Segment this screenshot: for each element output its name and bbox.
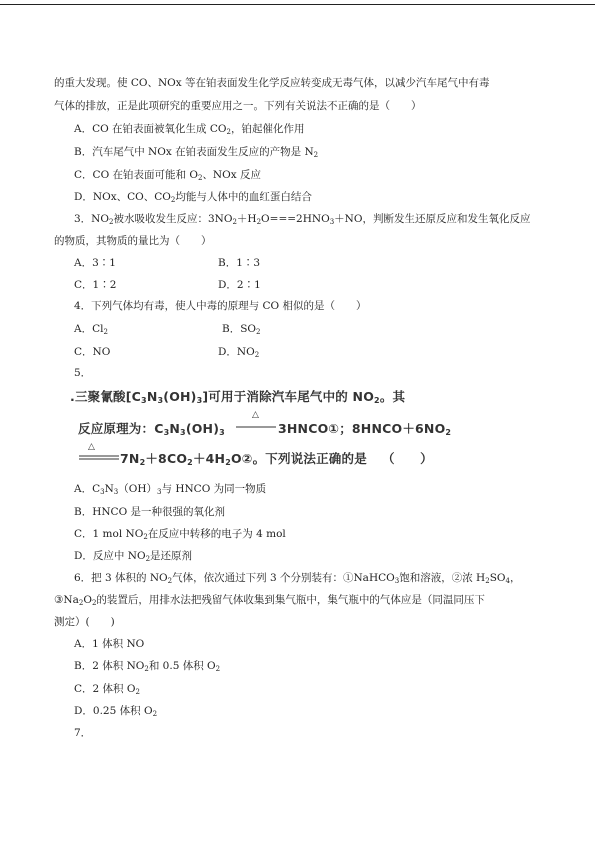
q2-stem-line1: 的重大发现。使 CO、NOx 等在铂表面发生化学反应转变成无毒气体，以减少汽车尾气中有毒 — [54, 77, 490, 89]
q6-stem-line1: 6．把 3 体积的 $NO_2$气体，依次通过下列 3 个分别装有：①NaHCO$_3$饱和溶液，②浓 $H_2SO_4$， — [74, 572, 521, 585]
q5-scanned-line2b: 3HNCO①；$8HNCO+6NO_2$ — [278, 421, 452, 437]
q6-option-d: D．0.25 体积 $O_2$ — [74, 705, 158, 718]
q2-option-b: B．汽车尾气中 NOx 在铂表面发生反应的产物是 $N_2$ — [74, 146, 319, 159]
q6-option-a: A．1 体积 NO — [74, 638, 145, 650]
q6-option-b: B．2 体积 $NO_2$和 0.5 体积 $O_2$ — [74, 660, 221, 673]
q3-option-a: A．3∶1 — [74, 257, 116, 269]
q3-option-b: B．1∶3 — [218, 257, 261, 269]
q2-option-a: A．CO 在铂表面被氧化生成 $CO_2$，铂起催化作用 — [74, 123, 305, 136]
q4-option-c: C．NO — [74, 346, 111, 358]
q4-option-b: B．$SO_2$ — [222, 323, 261, 336]
q4-option-a: A．$Cl_2$ — [74, 323, 108, 336]
q5-option-c: C．1 mol $NO_2$在反应中转移的电子为 4 mol — [74, 528, 286, 541]
q2-stem-line2: 气体的排放，正是此项研究的重要应用之一。下列有关说法不正确的是（ ） — [54, 100, 422, 112]
q3-stem-line2: 的物质，其物质的量比为（ ） — [54, 235, 212, 247]
q5-scanned-line3: $7N_2+8CO_2+4H_2O②$。下列说法正确的是 — [120, 451, 367, 467]
q5-scanned-answer-paren: （ ） — [382, 451, 433, 466]
q4-option-d: D．$NO_2$ — [218, 346, 260, 359]
q3-option-d: D．2∶1 — [218, 279, 261, 291]
q5-number: 5． — [74, 367, 92, 379]
q3-stem-line1: 3．$NO_2$被水吸收发生反应：$3NO_2+H_2O===2HNO_3+NO$，判断发生还原反应和发生氧化反应 — [74, 213, 531, 226]
q6-stem-line2: $③Na_2O_2$的装置后，用排水法把残留气体收集到集气瓶中，集气瓶中的气体应是（同温同压下 — [54, 594, 485, 607]
q5-option-d: D．反应中 $NO_2$是还原剂 — [74, 550, 193, 563]
q2-option-c: C．CO 在铂表面可能和 $O_2$、NOx 反应 — [74, 169, 261, 182]
q6-option-c: C．2 体积 $O_2$ — [74, 683, 140, 696]
q7-number: 7． — [74, 727, 92, 739]
q5-scanned-line2a: 反应原理为：$C_3N_3(OH)_3$ — [78, 421, 225, 437]
q3-option-c: C．1∶2 — [74, 279, 117, 291]
q5-arrow1-heat-label: △ — [252, 410, 260, 420]
q4-stem: 4．下列气体均有毒，使人中毒的原理与 CO 相似的是（ ） — [74, 300, 367, 312]
header-rule — [0, 4, 595, 5]
q5-reaction-arrow-1 — [236, 424, 276, 430]
q5-option-a: A．$C_3N_3(OH)_3$与 HNCO 为同一物质 — [74, 483, 267, 496]
q5-arrow2-heat-label: △ — [88, 442, 96, 452]
q2-option-d: D．NOx、CO、$CO_2$均能与人体中的血红蛋白结合 — [74, 191, 312, 204]
q5-option-b: B．HNCO 是一种很强的氧化剂 — [74, 506, 226, 518]
q5-scanned-line1: .三聚氰酸$[C_3N_3(OH)_3]$可用于消除汽车尾气中的 $NO_2$。其 — [70, 389, 406, 405]
q6-stem-line3: 测定）( ) — [54, 616, 115, 628]
q5-reaction-arrow-2 — [79, 455, 119, 461]
